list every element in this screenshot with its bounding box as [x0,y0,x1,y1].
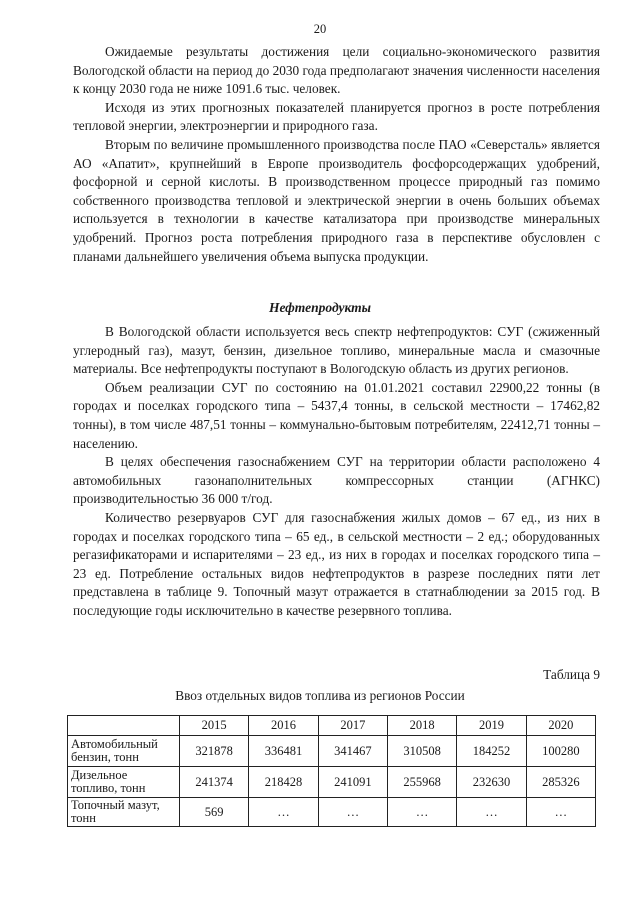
paragraph: Объем реализации СУГ по состоянию на 01.01.2021 составил 22900,22 тонны (в городах и поселках городского типа – 5437,4 тонны, в сельской местности – 17462,82 тонны), в том числе 487,51 тонны – коммунально-бытовым потребителям, 22412,71 тонны – населению. [73,379,600,451]
table-cell: … [457,798,526,827]
table-cell: 184252 [457,736,526,767]
table-caption: Ввоз отдельных видов топлива из регионов России [175,688,465,703]
body-text-top [73,43,600,266]
table-cell: 341467 [318,736,387,767]
fuel-import-table [67,715,596,827]
table-cell: … [526,798,595,827]
table-cell: … [387,798,456,827]
row-label: Дизельное топливо, тонн [68,767,180,798]
table-cell: 100280 [526,736,595,767]
year-header: 2016 [249,716,318,736]
paragraph: В Вологодской области используется весь спектр нефтепродуктов: СУГ (сжиженный углеродный газ), мазут, бензин, дизельное топливо, минеральные масла и смазочные материалы. Все нефтепродукты поступают в Вологодскую область из других регионов. [73,324,600,377]
header-corner-cell [68,716,180,736]
section-heading: Нефтепродукты [268,300,371,315]
table-label: Таблица 9 [543,667,600,682]
table-cell: 241091 [318,767,387,798]
paragraph: В целях обеспечения газоснабжением СУГ на территории области расположено 4 автомобильных газонаполнительных компрессорных станции (АГНКС) производительностью 36 000 т/год. [73,454,600,507]
table-cell: … [249,798,318,827]
year-header: 2018 [387,716,456,736]
table-row [68,798,596,827]
year-header: 2017 [318,716,387,736]
paragraph: Исходя из этих прогнозных показателей планируется прогноз в росте потребления тепловой энергии, электроэнергии и природного газа. [73,99,600,134]
year-header: 2019 [457,716,526,736]
table-cell: 218428 [249,767,318,798]
paragraph: Вторым по величине промышленного производства после ПАО «Северсталь» является АО «Апатит», крупнейший в Европе производитель фосфорсодержащих удобрений, фосфорной и серной кислоты. В производственном процессе природный газ помимо собственного производства тепловой и электрической энергии в очень больших объемах используется в технологии в качестве катализатора при производстве минеральных удобрений. Прогноз роста потребления природного газа в перспективе обусловлен с планами дальнейшего увеличения объема выпуска продукции. [73,136,600,264]
table-cell: 232630 [457,767,526,798]
row-label: Автомобильный бензин, тонн [68,736,180,767]
table-cell: 241374 [180,767,249,798]
body-text-bottom [73,323,600,621]
page-number: 20 [313,22,327,36]
table-row [68,767,596,798]
table-cell: 255968 [387,767,456,798]
table-cell: 310508 [387,736,456,767]
year-header: 2020 [526,716,595,736]
year-header: 2015 [180,716,249,736]
table-cell: 321878 [180,736,249,767]
table-row [68,736,596,767]
table-cell: 569 [180,798,249,827]
row-label: Топочный мазут, тонн [68,798,180,827]
table-header-row [68,716,596,736]
table-cell: 285326 [526,767,595,798]
paragraph: Количество резервуаров СУГ для газоснабжения жилых домов – 67 ед., из них в городах и поселках городского типа – 65 ед., в сельской местности – 2 ед.; оборудованных регазификаторами и испарителями – 23 ед., из них в городах и поселках городского типа – 23 ед. Потребление остальных видов нефтепродуктов в разрезе последних пяти лет представлена в таблице 9. Топочный мазут отражается в статнаблюдении за 2015 год. В последующие годы исключительно в качестве резервного топлива. [73,509,600,618]
table-cell: … [318,798,387,827]
paragraph: Ожидаемые результаты достижения цели социально-экономического развития Вологодской области на период до 2030 года предполагают значения численности населения к концу 2030 года не ниже 1091.6 тыс. человек. [73,44,600,97]
table-cell: 336481 [249,736,318,767]
